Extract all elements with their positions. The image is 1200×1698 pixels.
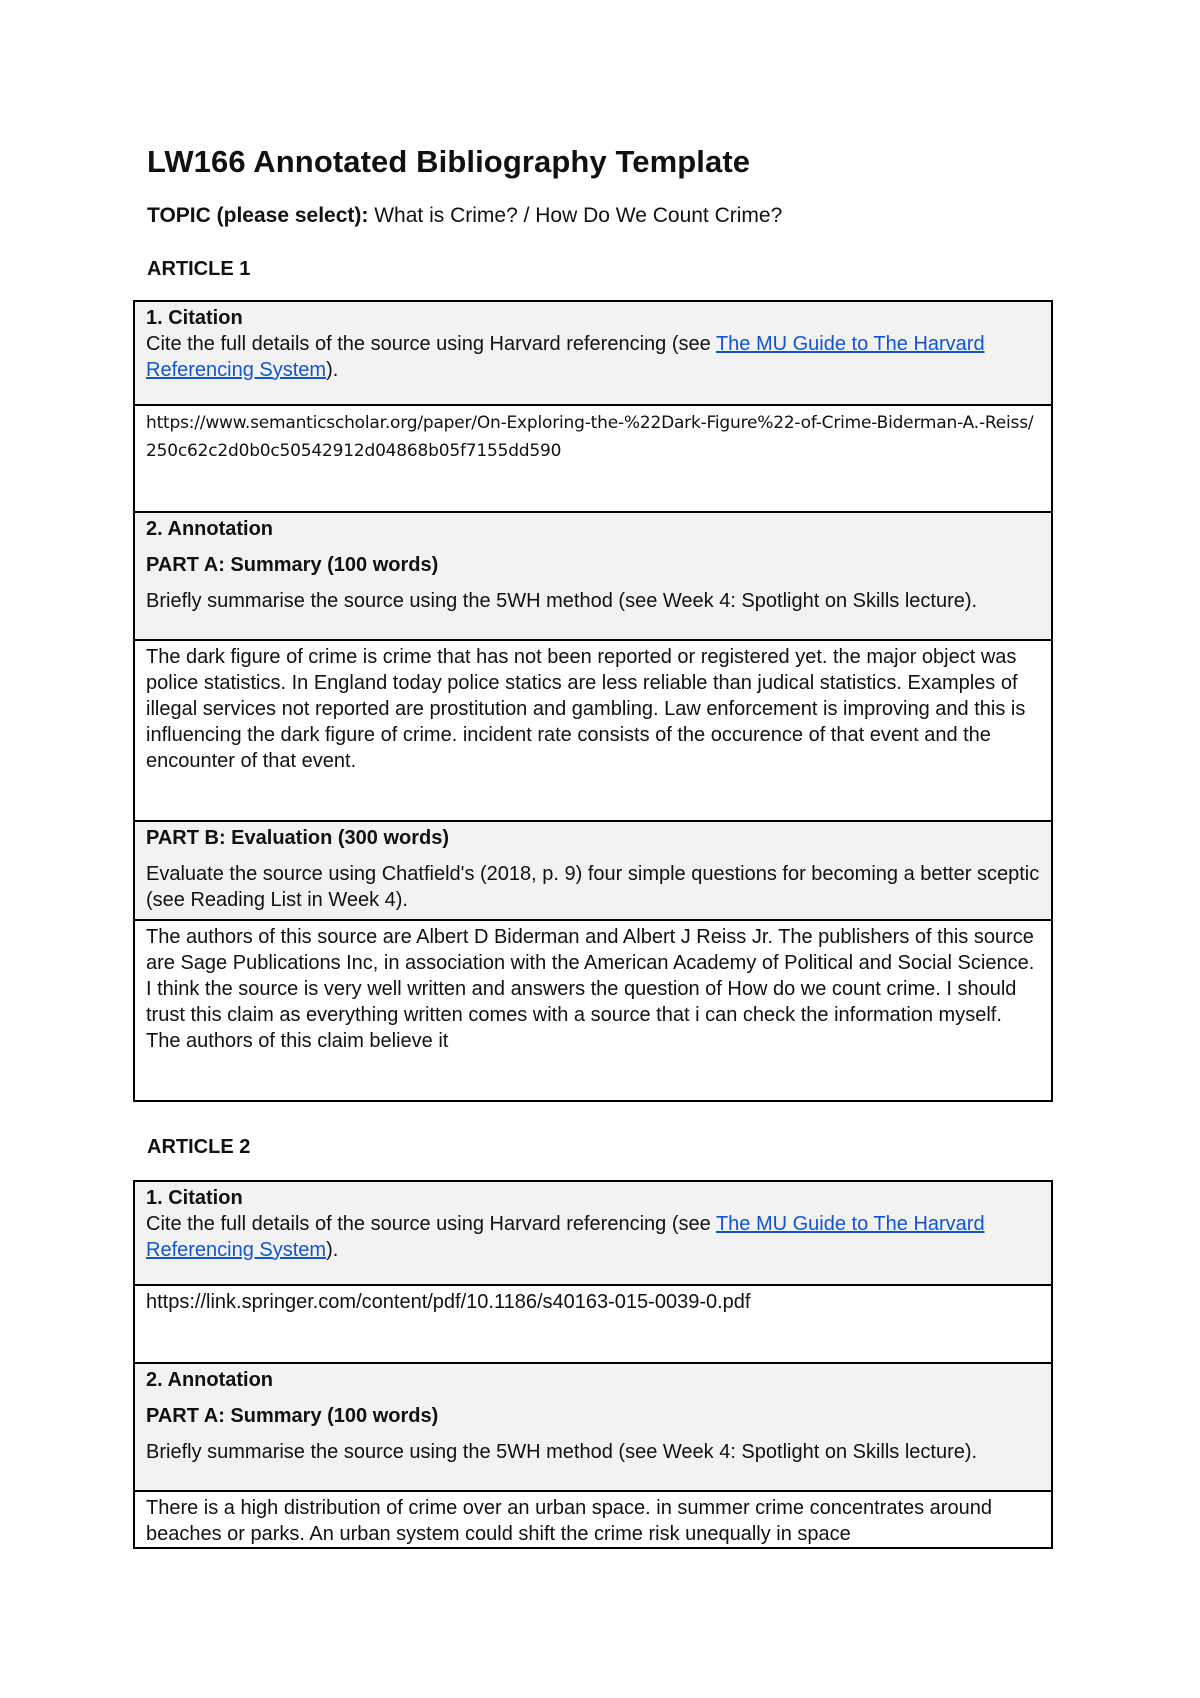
citation-instruction: Cite the full details of the source using Harvard referencing (see — [146, 333, 716, 355]
annotation-heading: 2. Annotation — [146, 1369, 274, 1391]
article-1-annotation-header — [134, 512, 1052, 640]
citation-url: https://link.springer.com/content/pdf/10.1186/s40163-015-0039-0.pdf — [146, 1291, 751, 1313]
article-2-annotation-header — [134, 1363, 1052, 1491]
article-1-citation-header — [134, 301, 1052, 405]
page-title: LW166 Annotated Bibliography Template — [147, 144, 751, 179]
article-1-evaluation-header — [134, 821, 1052, 920]
citation-heading: 1. Citation — [146, 1187, 243, 1209]
part-a-instruction: Briefly summarise the source using the 5WH method (see Week 4: Spotlight on Skills lecture). — [146, 1441, 978, 1463]
part-a-answer: The dark figure of crime is crime that has not been reported or registered yet. the major object was police statistics. In England today police statics are less reliable than judical statistics. Examples of illegal services not reported are prostitution and gambling. Law enforcement is improving and this is influencing the dark figure of crime. incident rate consists of the occurence of that event and the encounter of that event. — [146, 646, 1026, 772]
part-b-instruction: Evaluate the source using Chatfield's (2018, p. 9) four simple questions for becoming a better sceptic (see Reading List in Week 4). — [146, 863, 1040, 911]
article-2-citation-header — [134, 1181, 1052, 1285]
citation-instruction: Cite the full details of the source using Harvard referencing (see — [146, 1213, 716, 1235]
part-a-heading: PART A: Summary (100 words) — [146, 1405, 439, 1427]
harvard-guide-link[interactable]: The MU Guide to The Harvard Referencing System — [146, 1213, 985, 1261]
citation-heading: 1. Citation — [146, 307, 243, 329]
part-a-answer: There is a high distribution of crime over an urban space. in summer crime concentrates around beaches or parks. An urban system could shift the crime risk unequally in space — [146, 1497, 992, 1545]
part-b-answer: The authors of this source are Albert D Biderman and Albert J Reiss Jr. The publishers of this source are Sage Publications Inc, in association with the American Academy of Political and Social Science. I think the source is very well written and answers the question of How do we count crime. I should trust this claim as everything written comes with a source that i can check the information myself. The authors of this claim believe it — [146, 926, 1035, 1052]
part-a-instruction: Briefly summarise the source using the 5WH method (see Week 4: Spotlight on Skills lecture). — [146, 590, 978, 612]
citation-instruction-end: ). — [326, 1239, 339, 1261]
topic-label: TOPIC (please select): — [147, 204, 369, 227]
article-2-citation-value[interactable] — [134, 1285, 1052, 1363]
citation-url: https://www.semanticscholar.org/paper/On-Exploring-the-%22Dark-Figure%22-of-Crime-Biderman-A.-Reiss/250c62c2d0b0c50542912d04868b05f7155dd590 — [146, 413, 1034, 461]
article-1-table — [133, 300, 1053, 1102]
citation-instruction-end: ). — [326, 359, 339, 381]
part-b-heading: PART B: Evaluation (300 words) — [146, 827, 450, 849]
article-2-table — [133, 1180, 1053, 1549]
annotation-heading: 2. Annotation — [146, 518, 274, 540]
topic-value: What is Crime? / How Do We Count Crime? — [374, 204, 783, 227]
article-1-evaluation-answer[interactable] — [134, 920, 1052, 1101]
article-1-citation-value[interactable] — [134, 405, 1052, 512]
article-1-label: ARTICLE 1 — [147, 258, 251, 280]
part-a-heading: PART A: Summary (100 words) — [146, 554, 439, 576]
article-2-summary-answer[interactable] — [134, 1491, 1052, 1548]
article-2-label: ARTICLE 2 — [147, 1136, 251, 1158]
harvard-guide-link[interactable]: The MU Guide to The Harvard Referencing System — [146, 333, 985, 381]
article-1-summary-answer[interactable] — [134, 640, 1052, 821]
topic-line — [147, 204, 782, 228]
